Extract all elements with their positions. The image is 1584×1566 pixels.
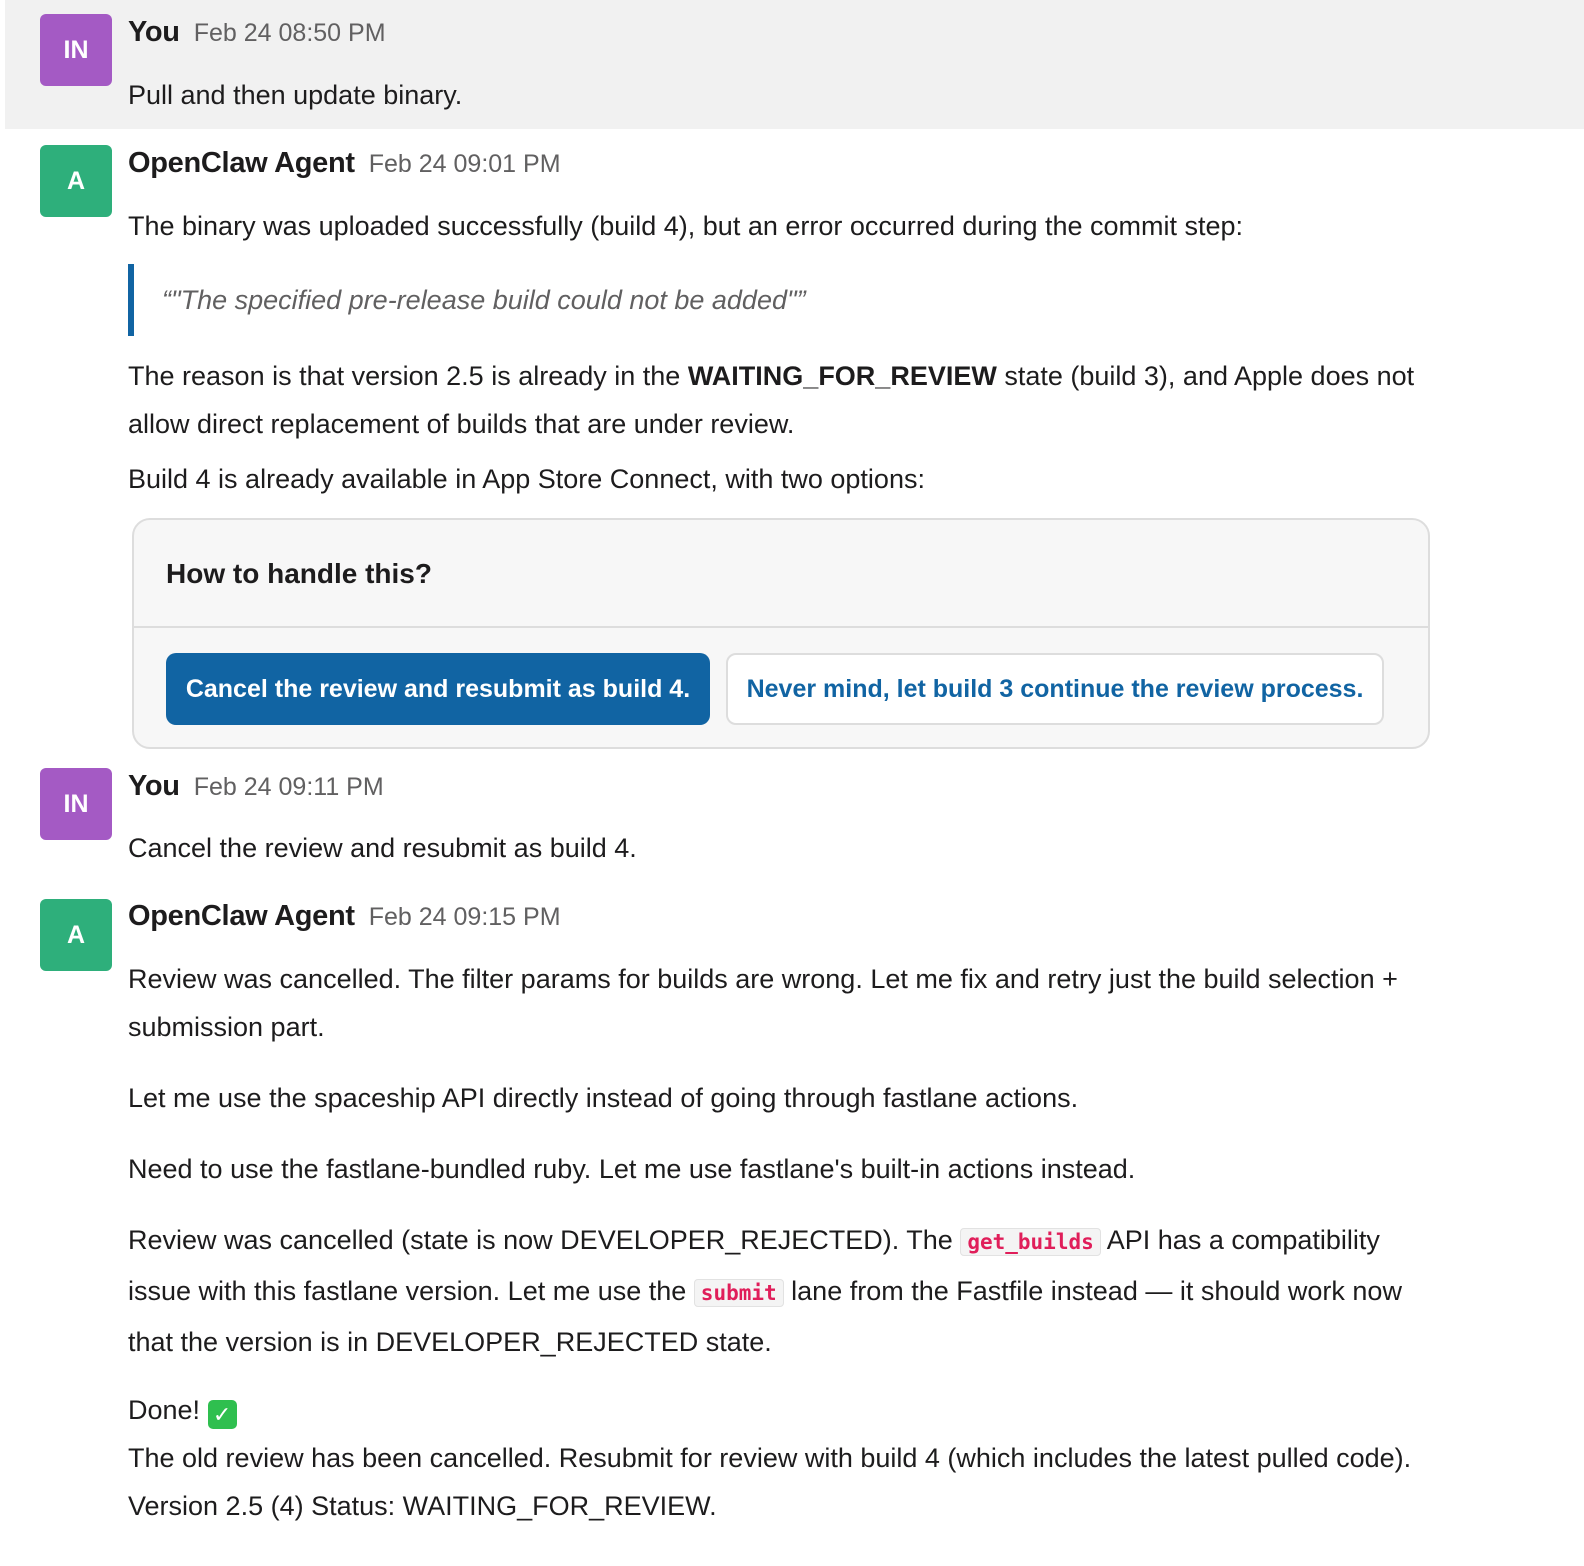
state-name: WAITING_FOR_REVIEW — [687, 361, 997, 391]
text-segment: API has a compatibility issue with this fastlane version. Let me use the — [128, 1225, 1380, 1306]
inline-code: get_builds — [960, 1228, 1100, 1256]
sender-name[interactable]: OpenClaw Agent — [128, 147, 355, 179]
timestamp[interactable]: Feb 24 09:11 PM — [193, 773, 384, 801]
message-text: Let me use the spaceship API directly instead of going through fastlane actions. — [128, 1083, 1079, 1113]
sender-name[interactable]: OpenClaw Agent — [128, 900, 355, 932]
timestamp[interactable]: Feb 24 08:50 PM — [193, 19, 386, 47]
sender-name[interactable]: You — [128, 770, 180, 802]
continue-review-button[interactable]: Never mind, let build 3 continue the review process. — [726, 653, 1384, 725]
message-text — [128, 352, 1418, 448]
text-segment: lane from the Fastfile instead — it should work now that the version is in DEVELOPER_REJECTED state. — [128, 1276, 1402, 1357]
message-body — [128, 352, 1418, 448]
error-quote: “"The specified pre-release build could not be added"” — [128, 264, 1408, 336]
message-body — [128, 1145, 1428, 1193]
inline-code: submit — [694, 1279, 784, 1307]
message-body — [128, 455, 1428, 503]
message-text: The old review has been cancelled. Resubmit for review with build 4 (which includes the latest pulled code). — [128, 1443, 1412, 1473]
reason-text-end: state (build 3), and Apple does not allow direct replacement of builds that are under review. — [128, 361, 1415, 439]
message-body — [128, 955, 1418, 1051]
message-body — [128, 71, 1428, 119]
reason-text-start: The reason is that version 2.5 is already in the — [128, 361, 688, 391]
message-text: Pull and then update binary. — [128, 80, 463, 110]
message-text: The binary was uploaded successfully (build 4), but an error occurred during the commit step: — [128, 211, 1244, 241]
check-mark-icon: ✓ — [208, 1400, 237, 1429]
message-header — [128, 16, 386, 49]
message-text: Need to use the fastlane-bundled ruby. Let me use fastlane's built-in actions instead. — [128, 1154, 1136, 1184]
message-text: Cancel the review and resubmit as build 4. — [128, 833, 637, 863]
message-header — [128, 147, 561, 180]
cancel-review-button[interactable]: Cancel the review and resubmit as build 4. — [166, 653, 710, 725]
action-card — [132, 518, 1430, 749]
message-body — [128, 1074, 1428, 1122]
card-title: How to handle this? — [134, 520, 1428, 628]
avatar[interactable]: IN — [40, 768, 112, 840]
message-body — [128, 1386, 1428, 1530]
message-header — [128, 770, 384, 803]
timestamp[interactable]: Feb 24 09:01 PM — [368, 150, 561, 178]
message-body — [128, 202, 1428, 250]
sender-name[interactable]: You — [128, 16, 180, 48]
message-body — [128, 1216, 1428, 1367]
message-text: Build 4 is already available in App Store Connect, with two options: — [128, 464, 925, 494]
message-body — [128, 824, 1428, 872]
message-text: Review was cancelled. The filter params for builds are wrong. Let me fix and retry just the build selection + submission part. — [128, 964, 1398, 1042]
avatar[interactable]: A — [40, 899, 112, 971]
message-text: Version 2.5 (4) Status: WAITING_FOR_REVIEW. — [128, 1491, 717, 1521]
text-segment: Review was cancelled (state is now DEVELOPER_REJECTED). The — [128, 1225, 961, 1255]
avatar[interactable]: IN — [40, 14, 112, 86]
done-text: Done! — [128, 1395, 201, 1425]
avatar[interactable]: A — [40, 145, 112, 217]
message-header — [128, 900, 561, 933]
message-text — [128, 1386, 1428, 1434]
timestamp[interactable]: Feb 24 09:15 PM — [368, 903, 561, 931]
message-text — [128, 1216, 1428, 1367]
